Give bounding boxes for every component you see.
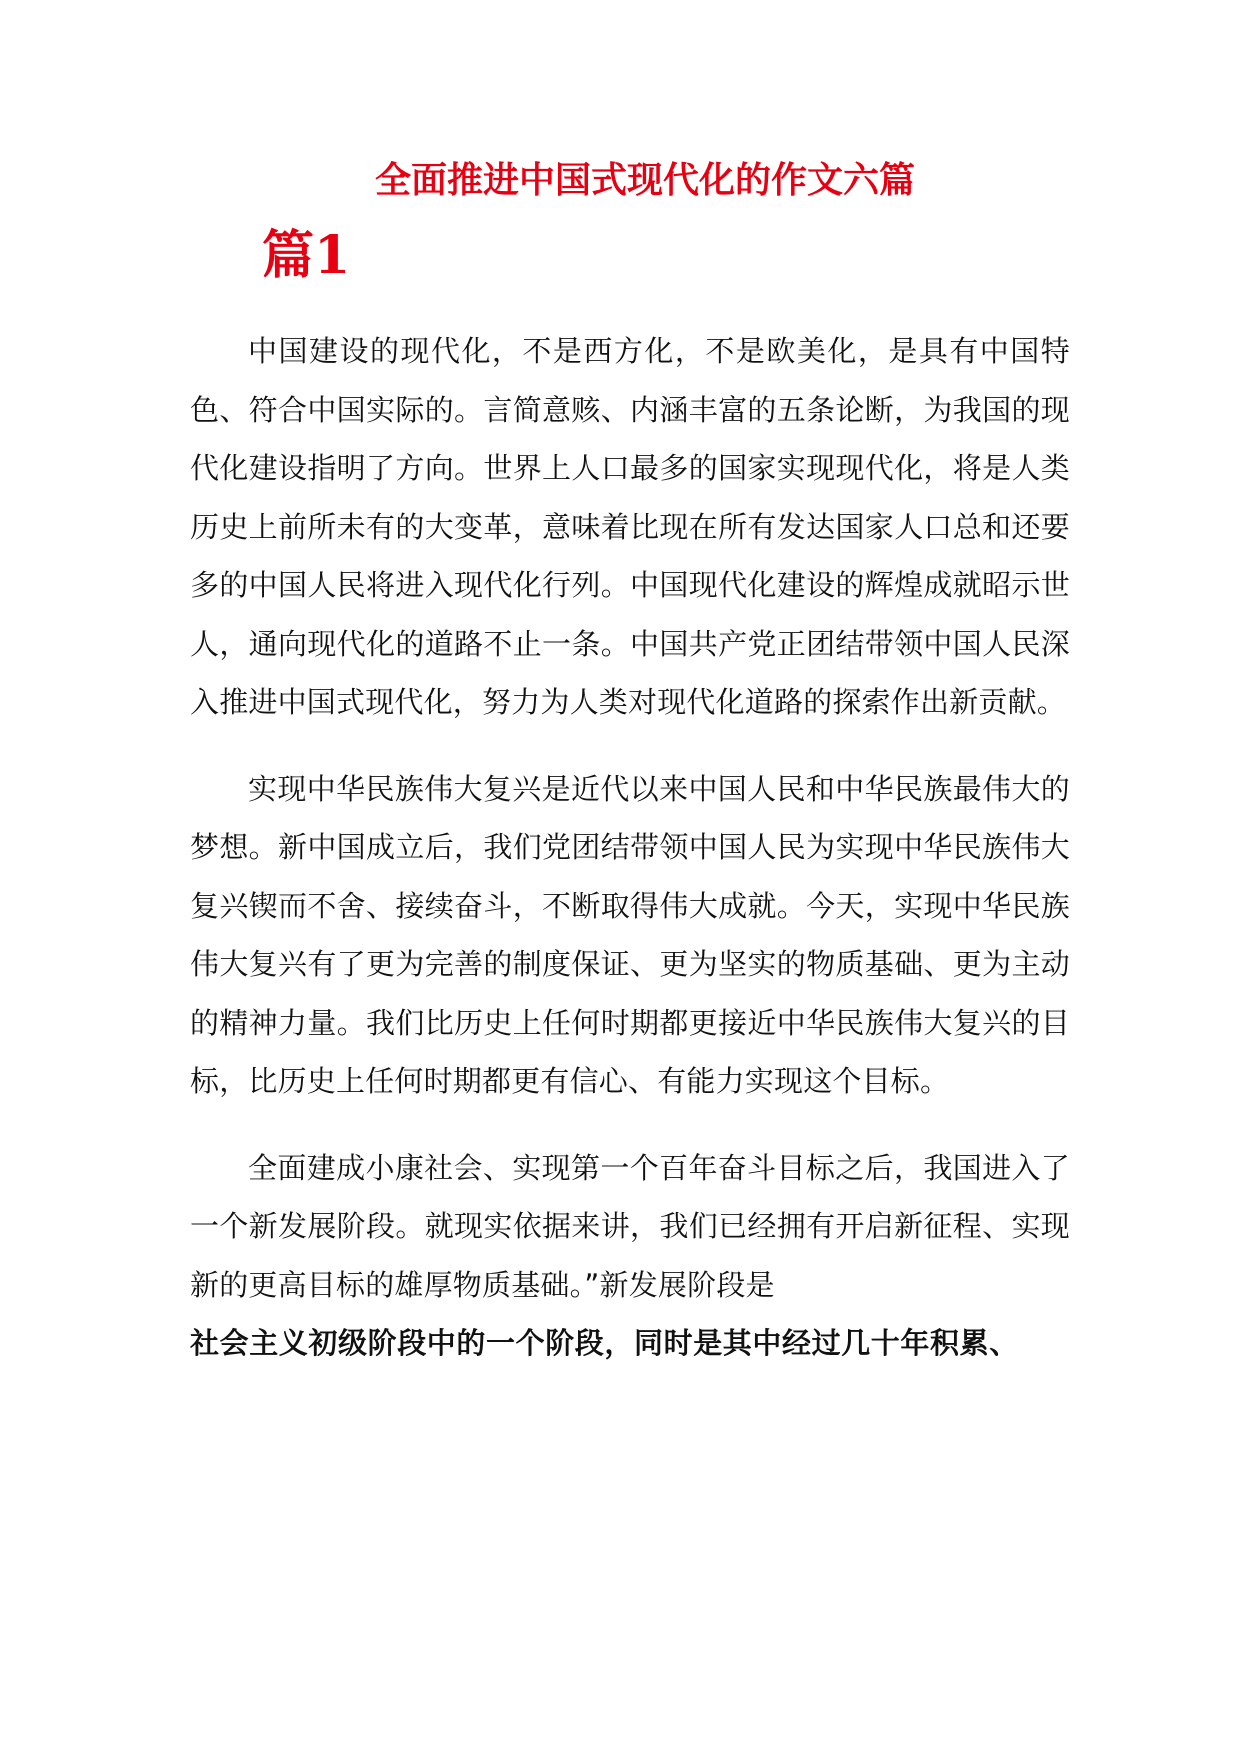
paragraph-2: 实现中华民族伟大复兴是近代以来中国人民和中华民族最伟大的梦想。新中国成立后，我们党团结带领中国人民为实现中华民族伟大复兴锲而不舍、接续奋斗，不断取得伟大成就。今天，实现中华民族伟大复兴有了更为完善的制度保证、更为坚实的物质基础、更为主动的精神力量。我们比历史上任何时期都更接近中华民族伟大复兴的目标，比历史上任何时期都更有信心、有能力实现这个目标。 [190,771,1070,1098]
paragraph-3-text: 全面建成小康社会、实现第一个百年奋斗目标之后，我国进入了一个新发展阶段。就现实依据来讲，我们已经拥有开启新征程、实现新的更高目标的雄厚物质基础。”新发展阶段是 [190,1150,1070,1302]
document-title: 全面推进中国式现代化的作文六篇 [374,159,915,201]
body-text [190,322,1070,1401]
paragraph-1: 中国建设的现代化，不是西方化，不是欧美化，是具有中国特色、符合中国实际的。言简意赅、内涵丰富的五条论断，为我国的现代化建设指明了方向。世界上人口最多的国家实现现代化，将是人类历史上前所未有的大变革，意味着比现在所有发达国家人口总和还要多的中国人民将进入现代化行列。中国现代化建设的辉煌成就昭示世人，通向现代化的道路不止一条。中国共产党正团结带领中国人民深入推进中国式现代化，努力为人类对现代化道路的探索作出新贡献。 [190,334,1070,719]
paragraph-3-tail-line: 社会主义初级阶段中的一个阶段，同时是其中经过几十年积累、 [190,1326,1019,1360]
section-heading: 篇1 [262,225,351,286]
paragraph-3 [190,1139,1070,1373]
